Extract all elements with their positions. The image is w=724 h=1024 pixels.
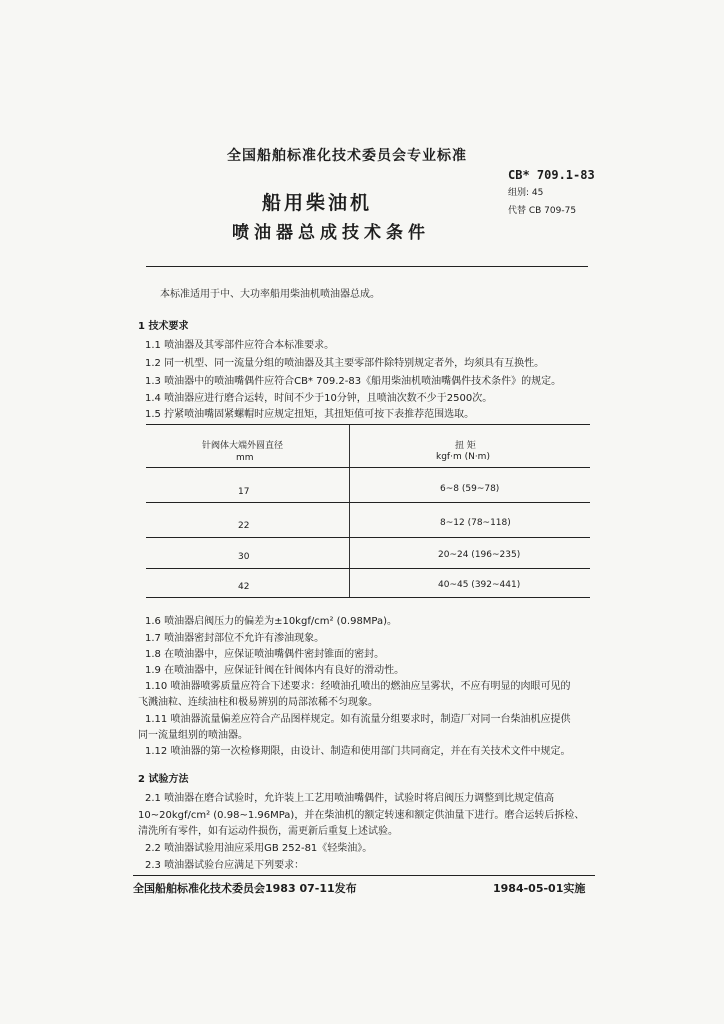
document-title-line1: 船用柴油机 bbox=[262, 192, 373, 214]
clause-2-3: 2.3 喷油器试验台应满足下列要求： bbox=[145, 860, 305, 871]
table-row-rule bbox=[146, 568, 590, 569]
table-cell-torque: 6~8 (59~78) bbox=[440, 484, 500, 494]
clause-2-1: 2.1 喷油器在磨合试验时，允许装上工艺用喷油嘴偶件，试验时将启阀压力调整到比规定值高 bbox=[145, 793, 555, 804]
section-1-heading: 1 技术要求 bbox=[138, 321, 189, 332]
table-column-divider bbox=[349, 425, 350, 597]
document-title-line2: 喷油器总成技术条件 bbox=[232, 223, 430, 243]
clause-1-6: 1.6 喷油器启阀压力的偏差为±10kgf/cm² (0.98MPa)。 bbox=[145, 616, 398, 627]
clause-1-11: 1.11 喷油器流量偏差应符合产品图样规定。如有流量分组要求时，制造厂对同一台柴油机应提供 bbox=[145, 714, 571, 725]
issue-date: 全国船舶标准化技术委员会1983 07-11发布 bbox=[133, 882, 357, 895]
footer-divider bbox=[133, 875, 595, 876]
table-cell-torque: 8~12 (78~118) bbox=[440, 518, 511, 528]
section-2-heading: 2 试验方法 bbox=[138, 774, 189, 785]
table-cell-torque: 40~45 (392~441) bbox=[438, 580, 521, 590]
table-bottom-border bbox=[146, 597, 590, 598]
clause-1-10-cont: 飞溅油粒、连续油柱和极易辨别的局部浓稀不匀现象。 bbox=[138, 697, 378, 708]
replaces-standard: 代替 CB 709-75 bbox=[508, 206, 577, 216]
table-cell-diameter: 22 bbox=[238, 521, 250, 531]
group-number: 组别: 45 bbox=[508, 188, 544, 198]
clause-1-1: 1.1 喷油器及其零部件应符合本标准要求。 bbox=[145, 340, 335, 351]
table-row-rule bbox=[146, 537, 590, 538]
table-header-diameter-unit: mm bbox=[236, 453, 254, 463]
clause-1-12: 1.12 喷油器的第一次检修期限，由设计、制造和使用部门共同商定，并在有关技术文件中规定。 bbox=[145, 746, 571, 757]
table-header-torque: 扭 矩 bbox=[455, 441, 476, 451]
table-top-border bbox=[146, 424, 590, 425]
table-header-rule bbox=[146, 467, 590, 468]
clause-1-9: 1.9 在喷油器中，应保证针阀在针阀体内有良好的滑动性。 bbox=[145, 665, 405, 676]
table-header-torque-unit: kgf·m (N·m) bbox=[436, 452, 490, 462]
table-cell-torque: 20~24 (196~235) bbox=[438, 550, 521, 560]
table-row-rule bbox=[146, 502, 590, 503]
clause-1-3: 1.3 喷油器中的喷油嘴偶件应符合CB* 709.2-83《船用柴油机喷油嘴偶件技术条件》的规定。 bbox=[145, 376, 562, 387]
table-cell-diameter: 42 bbox=[238, 582, 250, 592]
clause-1-2: 1.2 同一机型、同一流量分组的喷油器及其主要零部件除特别规定者外，均须具有互换性。 bbox=[145, 358, 545, 369]
header-divider bbox=[146, 266, 588, 267]
clause-2-1-cont: 10~20kgf/cm² (0.98~1.96MPa)，并在柴油机的额定转速和额定供油量下进行。磨合运转后拆检、 bbox=[138, 810, 585, 821]
effective-date: 1984-05-01实施 bbox=[493, 882, 586, 895]
clause-1-7: 1.7 喷油器密封部位不允许有渗油现象。 bbox=[145, 633, 325, 644]
clause-2-1-cont: 清洗所有零件，如有运动件损伤，需更新后重复上述试验。 bbox=[138, 826, 398, 837]
table-header-diameter: 针阀体大端外圆直径 bbox=[202, 441, 284, 451]
issuing-committee: 全国船舶标准化技术委员会专业标准 bbox=[227, 148, 467, 164]
table-cell-diameter: 17 bbox=[238, 487, 250, 497]
clause-1-8: 1.8 在喷油器中，应保证喷油嘴偶件密封锥面的密封。 bbox=[145, 649, 385, 660]
clause-2-2: 2.2 喷油器试验用油应采用GB 252-81《轻柴油》。 bbox=[145, 843, 373, 854]
standard-code: CB* 709.1-83 bbox=[508, 168, 595, 182]
table-cell-diameter: 30 bbox=[238, 552, 250, 562]
clause-1-4: 1.4 喷油器应进行磨合运转，时间不少于10分钟，且喷油次数不少于2500次。 bbox=[145, 393, 493, 404]
scope-statement: 本标准适用于中、大功率船用柴油机喷油器总成。 bbox=[160, 289, 380, 300]
clause-1-11-cont: 同一流量组别的喷油器。 bbox=[138, 730, 248, 741]
clause-1-5: 1.5 拧紧喷油嘴固紧螺帽时应规定扭矩，其扭矩值可按下表推荐范围选取。 bbox=[145, 409, 475, 420]
clause-1-10: 1.10 喷油器喷雾质量应符合下述要求：经喷油孔喷出的燃油应呈雾状，不应有明显的肉眼可见的 bbox=[145, 681, 571, 692]
